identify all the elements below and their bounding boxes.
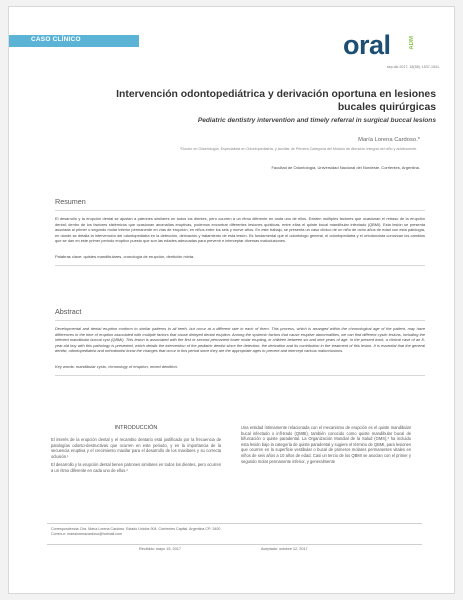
resumen-section <box>55 197 425 266</box>
intro-heading: INTRODUCCIÓN <box>114 425 158 431</box>
body-column-right <box>241 425 411 467</box>
body-column-left <box>51 425 221 477</box>
article-page <box>8 6 455 594</box>
resumen-keywords: Palabras clave: quistes mandibulares, cronología de erupción, dentición mixta. <box>55 253 195 259</box>
body-paragraph: El interés de la erupción dental y el recambio dentario está justificado por la frecuencia de patologías odonto-destructivas que ocurren en este periodo, y en la importancia de la secuencia eruptiva y el crecimiento maxilar para el desarrollo de los maxilares y su correcta oclusión.¹ <box>51 437 221 459</box>
divider <box>55 265 425 266</box>
faculty-line: Facultad de Odontología, Universidad Nacional del Nordeste. Corrientes, Argentina. <box>271 165 420 170</box>
abstract-section <box>55 307 425 376</box>
resumen-text: El desarrollo y la erupción dental se ajustan a patrones similares en todos los dientes, pero ocurren a un ritmo diferente en cada uno de ellos. Existen múltiples factores que ocasionan el retraso de la erupción dental; dentro de los factores sistémicos que ocasionan anomalías eruptivas, podemos encontrar diferentes lesiones quísticas, entre ellas el quiste bucal mandibular infectado (QBMI). Esta lesión se presenta asociada al primer o segundo molar inferior permanente en vías de erupción, en niños entre los seis y nueve años. En este trabajo, se presenta un caso clínico de un niño de ocho años de edad con esta patología, en donde se detalla la intervención del odontopediatra en la detección, derivación y tratamiento de esta lesión. Es fundamental que el odontólogo general, el odontopediatra y el ortodoncista conozcan los cambios que se dan en este primer periodo eruptivo puesto que son las edades adecuadas para prevenir e interceptar diversas maloclusiones. <box>55 216 425 243</box>
divider <box>55 210 425 211</box>
author-name: María Lorena Cardoso.* <box>358 137 420 143</box>
body-paragraph: El desarrollo y la erupción dental tienen patrones similares en todos los dientes, pero ocurren a un ritmo diferente en cada uno de ellos.² <box>51 462 221 473</box>
resumen-title: Resumen <box>55 197 86 206</box>
logo-sub-text: ADM <box>409 36 415 50</box>
abstract-text: Developmental and dental eruption conform to similar patterns in all teeth, but occur at a different rate in each of them. This process, which is arranged within the chronological age of the patient, may have differences in the time of eruption associated with multiple factors that cause delayed dental eruption. Among the systemic factors that cause eruptive abnormalities, we can find different cystic lesions, including the infected mandibular buccal cyst (QBMI). This lesion is associated with the first or second permanent lower molar erupting, in children between six and nine years of age. In the present work, a clinical case of an 8-year-old boy with this pathology is presented, which details the intervention of the pediatric dentist since the detection, the derivation and its contribution in the treatment of this lesion. It is essential that the general dentist, odontopediatrist and orthodontist know the changes that occur in this period since they are the appropriate ages to prevent and intercept various malocclusions. <box>55 326 425 353</box>
correspondence-email: Correo-e: marialorenacardoso@hotmail.com <box>51 532 122 536</box>
section-label: CASO CLÍNICO <box>31 36 81 43</box>
divider <box>55 320 425 321</box>
abstract-title: Abstract <box>55 307 82 316</box>
citation: sep-dic 2017; 18(58): 1537-1541. <box>386 65 440 69</box>
logo-main-text: oral <box>343 30 391 60</box>
correspondence-address: Correspondencia: Dra. María Lorena Cardoso. Estado Unidos 904. Corrientes Capital, Argentina CP: 3400 <box>51 527 221 531</box>
article-title-es: Intervención odontopediátrica y derivación oportuna en lesiones bucales quirúrgicas <box>116 89 436 113</box>
article-title-en: Pediatric dentistry intervention and timely referral in surgical buccal lesions <box>197 117 436 124</box>
body-paragraph: Una entidad íntimamente relacionada con el mecanismo de erupción es el quiste mandibular bucal infectado o infl-trado (QMBI), también conocido como quiste mandibular bucal de bifurcación o quiste paradental. La Organización Mundial de la Salud (OMS),³ ha incluido esta lesión bajo la categoría de quiste paradental y sugiere el término de QBMI, para lesiones que ocurren en la superficie vestibular o bucal de primeros molares permanentes vitales en niños de seis años a 10 años de edad. Casi un tercio de los QBMI se asocian con el primer y segundo molar permanente inferior, y generalmente <box>241 425 411 464</box>
correspondence-block <box>51 527 421 537</box>
divider <box>55 375 425 376</box>
author-affiliation: *Doctor en Odontología. Especialista en Odontopediatría, y Auxiliar de Primera Categoría del Módulo de Atención Integral del niño y adolescente. <box>180 147 418 151</box>
abstract-keywords: Key words: mandibular cysts, chronology of eruption, mixed dentition. <box>55 363 178 369</box>
divider <box>47 544 422 545</box>
journal-logo <box>343 30 415 62</box>
received-date: Recibido: mayo 15, 2017 <box>139 547 182 551</box>
divider <box>47 523 422 524</box>
section-band <box>9 35 139 47</box>
accepted-date: Aceptado: octubre 12, 2017 <box>261 547 308 551</box>
